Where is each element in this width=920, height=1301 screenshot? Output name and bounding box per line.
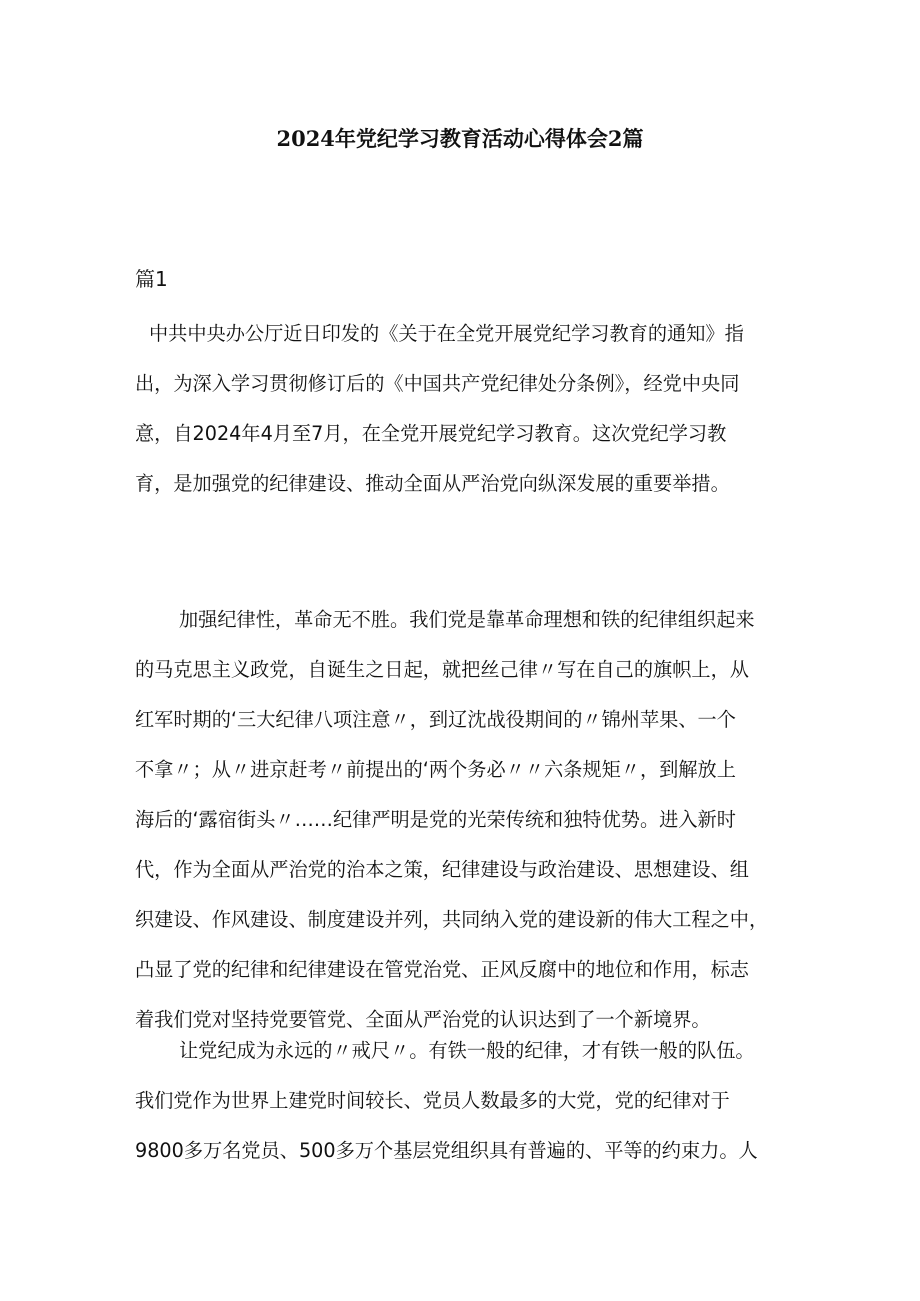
paragraph-line: 不拿〃；从〃进京赶考〃前提出的‘两个务必〃〃六条规矩〃，到解放上 [135,758,736,781]
paragraph-line: 出，为深入学习贯彻修订后的《中国共产党纪律处分条例》，经党中央同 [135,372,740,395]
paragraph-line: 海后的‘露宿街头〃……纪律严明是党的光荣传统和独特优势。进入新时 [135,808,736,831]
paragraph-line: 的马克思主义政党，自诞生之日起，就把丝己律〃写在自己的旗帜上，从 [135,658,749,681]
paragraph-2 [135,595,825,1045]
paragraph-line: 中共中央办公厅近日印发的《关于在全党开展党纪学习教育的通知》指 [149,322,744,345]
paragraph-1 [135,309,825,509]
section-heading: 篇1 [135,267,168,291]
paragraph-line: 着我们党对坚持党要管党、全面从严治党的认识达到了一个新境界。 [135,1008,711,1031]
paragraph-line: 我们党作为世界上建党时间较长、党员人数最多的大党，党的纪律对于 [135,1089,730,1112]
paragraph-line: 让党纪成为永远的〃戒尺〃。有铁一般的纪律，才有铁一般的队伍。 [179,1039,755,1062]
paragraph-3 [135,1026,825,1176]
paragraph-line: 凸显了党的纪律和纪律建设在管党治党、正风反腐中的地位和作用，标志 [135,958,749,981]
paragraph-line: 意，自2024年4月至7月，在全党开展党纪学习教育。这次党纪学习教 [135,422,727,445]
paragraph-line: 代，作为全面从严治党的治本之策，纪律建设与政治建设、思想建设、组 [135,858,749,881]
paragraph-line: 9800多万名党员、500多万个基层党组织具有普遍的、平等的约束力。人 [135,1139,758,1162]
paragraph-line: 织建设、作风建设、制度建设并列，共同纳入党的建设新的伟大工程之中， [135,908,769,931]
paragraph-line: 育，是加强党的纪律建设、推动全面从严治党向纵深发展的重要举措。 [135,472,730,495]
paragraph-line: 加强纪律性，革命无不胜。我们党是靠革命理想和铁的纪律组织起来 [179,608,755,631]
paragraph-line: 红军时期的‘三大纪律八项注意〃，到辽沈战役期间的〃锦州苹果、一个 [135,708,736,731]
document-title: 2024年党纪学习教育活动心得体会2篇 [276,126,644,151]
